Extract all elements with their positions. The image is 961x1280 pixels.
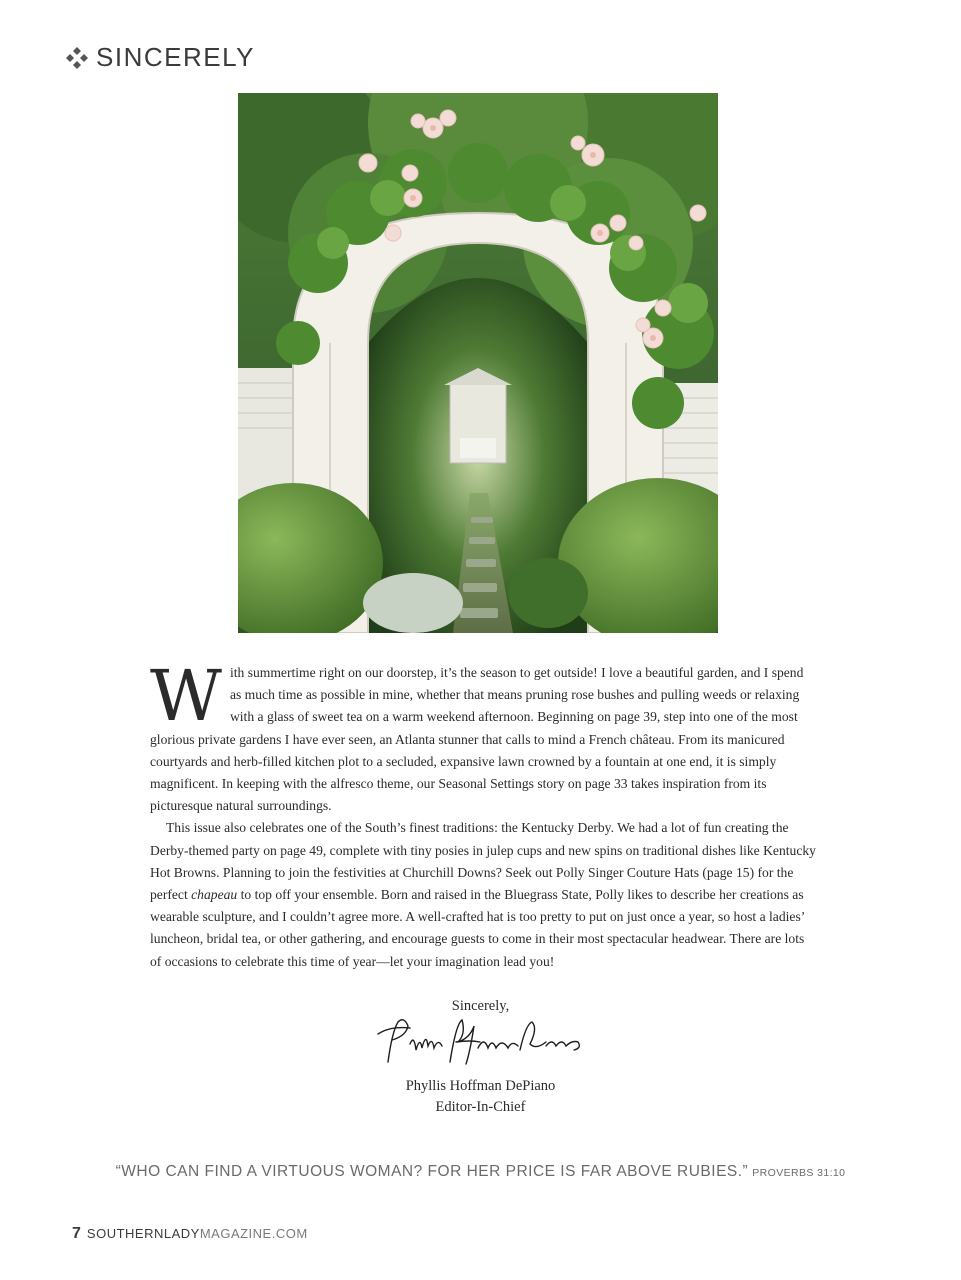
four-diamonds-icon [64,45,90,71]
page-footer [72,1225,308,1243]
signer-title: Editor-In-Chief [435,1099,526,1115]
letter-paragraph-2-text-b: to top off your ensemble. Born and raised in the Bluegrass State, Polly likes to describe her creations as wearable sculpture, and I couldn’t agree more. A well-crafted hat is too pretty to put on just once a year, so host a ladies’ luncheon, bridal tea, or other gathering, and encourage guests to come in their most spectacular headwear. There are lots of occasions to celebrate this time of year—let your imagination lead you! [150,887,805,969]
editor-letter [150,655,816,973]
italic-word: chapeau [191,887,238,903]
scripture-quote [0,1163,961,1181]
letter-paragraph-2 [150,817,816,972]
closing-salutation: Sincerely, [451,998,510,1014]
drop-cap: W [150,655,222,737]
handwritten-signature [370,1012,590,1072]
signer-name: Phyllis Hoffman DePiano [405,1078,556,1094]
website-name: SOUTHERNLADY [86,1226,200,1241]
page-number: 7 [72,1225,81,1242]
garden-arbor-photo [238,93,718,633]
website-domain: MAGAZINE.COM [199,1226,308,1241]
letter-paragraph-1 [150,655,816,817]
letter-paragraph-1-text: ith summertime right on our doorstep, it’s the season to get outside! I love a beautiful garden, and I spend as much time as possible in mine, whether that means pruning rose bushes and pulling weeds or relaxing with a glass of sweet tea on a warm weekend afternoon. Beginning on page 39, step into one of the most glorious private gardens I have ever seen, an Atlanta stunner that calls to mind a French château. From its manicured courtyards and herb-filled kitchen plot to a secluded, expansive lawn crowned by a fountain at one end, it is simply magnificent. In keeping with the alfresco theme, our Seasonal Settings story on page 33 takes inspiration from its picturesque natural surroundings. [150,665,804,814]
letter-paragraph-2-text-a: This issue also celebrates one of the South’s finest traditions: the Kentucky Derby. We had a lot of fun creating the Derby-themed party on page 49, complete with tiny posies in julep cups and new spins on traditional dishes like Kentucky Hot Browns. Planning to join the festivities at Churchill Downs? Seek out Polly Singer Couture Hats (page 15) for the perfect [150,820,816,903]
section-title: SINCERELY [96,42,255,72]
quote-citation: PROVERBS 31:10 [752,1167,846,1179]
quote-text: “WHO CAN FIND A VIRTUOUS WOMAN? FOR HER PRICE IS FAR ABOVE RUBIES.” [115,1163,749,1180]
section-header [64,42,255,73]
